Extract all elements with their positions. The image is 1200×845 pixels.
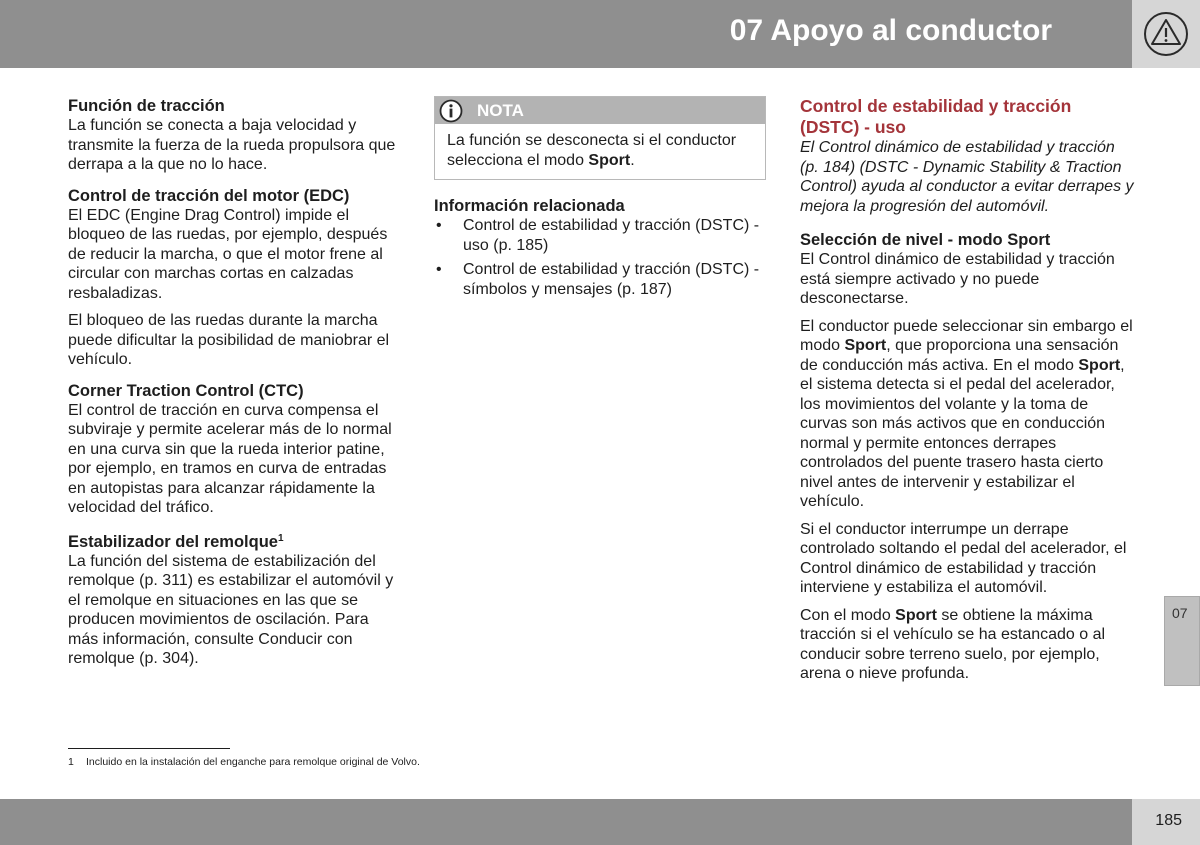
note-header <box>435 97 765 124</box>
note-text-sport: Sport <box>588 151 631 169</box>
page-header <box>0 0 1132 68</box>
related-link-dstc-uso[interactable] <box>434 216 766 255</box>
related-info-title: Información relacionada <box>434 197 625 215</box>
right-column <box>800 96 1134 684</box>
chapter-tab <box>1164 596 1200 686</box>
page-number: 185 <box>1155 812 1182 829</box>
note-text: La función se desconecta si el conductor selecciona el modo <box>447 132 737 169</box>
note-box <box>434 96 766 180</box>
sport-bold: Sport <box>1078 356 1121 374</box>
footnote-ref: 1 <box>277 532 284 544</box>
footnote-number: 1 <box>68 756 74 768</box>
footnote-divider <box>68 748 230 749</box>
note-text-end: . <box>630 151 635 169</box>
section-text-edc-2: El bloqueo de las ruedas durante la marcha puede dificultar la posibilidad de maniobrar el vehículo. <box>68 312 390 368</box>
warning-triangle-icon <box>1143 11 1189 57</box>
section-title-traction: Función de tracción <box>68 97 225 115</box>
text-run: El conductor puede seleccionar sin embargo el modo <box>800 317 1133 354</box>
text-run: Con el modo <box>800 606 896 624</box>
bullet: • <box>436 217 442 234</box>
footnote-text: Incluido en la instalación del enganche para remolque original de Volvo. <box>86 756 420 768</box>
related-link-text: Control de estabilidad y tracción (DSTC) - símbolos y mensajes (p. 187) <box>463 261 760 298</box>
sport-text-3: Si el conductor interrumpe un derrape controlado soltando el pedal del acelerador, el Control dinámico de estabilidad y tracción interviene y estabiliza el automóvil. <box>800 520 1127 596</box>
page-number-box <box>1132 799 1200 845</box>
section-title-sport: Selección de nivel - modo Sport <box>800 231 1051 249</box>
dstc-intro: El Control dinámico de estabilidad y tracción (p. 184) (DSTC - Dynamic Stability & Traction Control) ayuda al conductor a evitar derrapes y mejora la progresión del automóvil. <box>800 139 1134 215</box>
section-title-trailer <box>68 532 400 552</box>
sport-text-2 <box>800 317 1134 512</box>
related-link-text: Control de estabilidad y tracción (DSTC) - uso (p. 185) <box>463 217 760 254</box>
middle-column <box>434 96 766 304</box>
page-footer <box>0 799 1132 845</box>
section-text-ctc: El control de tracción en curva compensa el subviraje y permite acelerar más de lo normal en una curva sin que la rueda interior patine, por ejemplo, en tramos en curva de entradas en autopistas para alcanzar rápidamente la velocidad del tráfico. <box>68 401 392 516</box>
note-label: NOTA <box>477 101 524 120</box>
related-link-dstc-simbolos[interactable] <box>434 260 766 299</box>
related-info-list <box>434 216 766 299</box>
sport-bold: Sport <box>844 337 887 354</box>
text-run: , que proporciona una sensación de conducción más activa. En el modo <box>800 337 1119 374</box>
footnote <box>68 756 420 768</box>
section-text-traction: La función se conecta a baja velocidad y transmite la fuerza de la rueda propulsora que derrapa a la que no lo hace. <box>68 117 396 173</box>
section-text-trailer: La función del sistema de estabilización del remolque (p. 311) es estabilizar el automóvil y el remolque en situaciones en las que se producen movimientos de oscilación. Para más información, consulte Conducir con remolque (p. 304). <box>68 552 394 667</box>
chapter-title: 07 Apoyo al conductor <box>729 14 1052 47</box>
text-run: , el sistema detecta si el pedal del acelerador, los movimientos del volante y la toma de curvas son más activos que en conducción normal y permite entonces derrapes controlados del puente trasero hasta cierto nivel antes de intervenir y estabilizar el vehículo. <box>800 356 1125 510</box>
note-body <box>435 124 765 179</box>
info-icon <box>439 99 463 123</box>
sport-text-1: El Control dinámico de estabilidad y tracción está siempre activado y no puede desconectarse. <box>800 251 1115 307</box>
sport-text-4 <box>800 606 1134 684</box>
chapter-tab-label: 07 <box>1172 605 1188 621</box>
text-run: se obtiene la máxima tracción si el vehículo se ha estancado o al conducir sobre terreno suelo, por ejemplo, arena o nieve profunda. <box>800 606 1106 682</box>
sport-bold: Sport <box>895 606 937 624</box>
section-title-ctc: Corner Traction Control (CTC) <box>68 381 304 400</box>
section-title-dstc-uso: Control de estabilidad y tracción (DSTC) - uso <box>800 96 1072 137</box>
section-text-edc: El EDC (Engine Drag Control) impide el bloqueo de las ruedas, por ejemplo, después de reducir la marcha, o que el motor frene al circular con marchas cortas en calzadas resbaladizas. <box>68 206 388 302</box>
trailer-title-text: Estabilizador del remolque <box>68 532 278 551</box>
left-column <box>68 96 400 680</box>
section-title-edc: Control de tracción del motor (EDC) <box>68 186 350 205</box>
header-icon-box <box>1132 0 1200 68</box>
bullet: • <box>436 261 442 278</box>
